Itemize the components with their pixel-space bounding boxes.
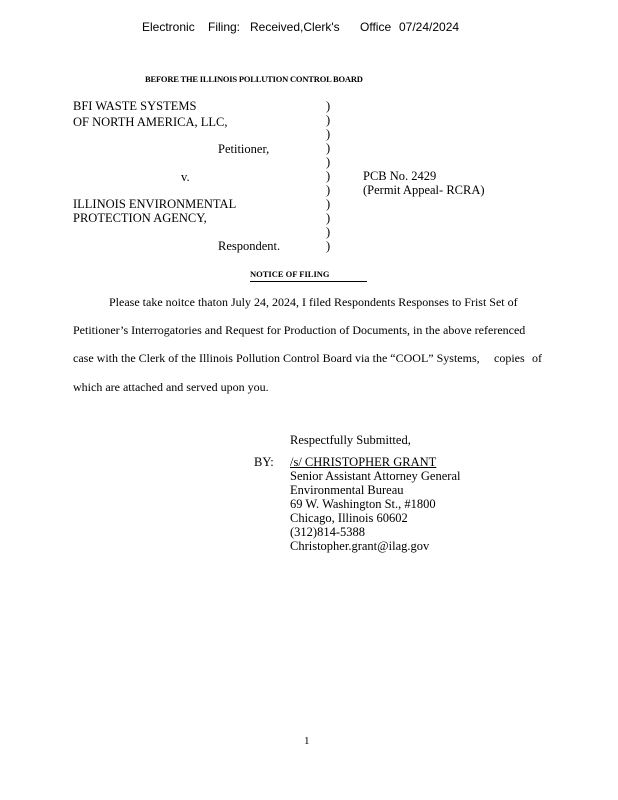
signature-name: /s/ CHRISTOPHER GRANT (290, 455, 437, 469)
notice-title-underline (250, 281, 367, 282)
caption-paren: ) (326, 183, 331, 197)
body-line-3-end: of (532, 351, 542, 365)
caption-paren: ) (326, 113, 331, 127)
body-line-2: Petitioner’s Interrogatories and Request for Production of Documents, in the above referenced (73, 323, 526, 337)
caption-paren: ) (326, 169, 331, 183)
signature-address-line2: Chicago, Illinois 60602 (290, 511, 408, 525)
stamp-office: Office (360, 20, 392, 34)
petitioner-name-line1: BFI WASTE SYSTEMS (73, 99, 197, 113)
signature-closing: Respectfully Submitted, (290, 433, 411, 447)
caption-paren: ) (326, 211, 331, 225)
stamp-received: Received,Clerk's (250, 20, 340, 34)
petitioner-role: Petitioner, (218, 142, 270, 156)
petitioner-name-line2: OF NORTH AMERICA, LLC, (73, 115, 228, 129)
caption-paren: ) (326, 225, 331, 239)
stamp-electronic: Electronic (142, 20, 195, 34)
respondent-name-line1: ILLINOIS ENVIRONMENTAL (73, 197, 237, 211)
respondent-role: Respondent. (218, 239, 281, 253)
signature-title: Senior Assistant Attorney General (290, 469, 461, 483)
stamp-filing: Filing: (208, 20, 241, 34)
caption-paren: ) (326, 155, 331, 169)
board-title: BEFORE THE ILLINOIS POLLUTION CONTROL BOARD (145, 74, 363, 84)
case-number: PCB No. 2429 (363, 169, 437, 183)
versus-label: v. (181, 170, 190, 184)
case-type: (Permit Appeal- RCRA) (363, 183, 485, 197)
stamp-date: 07/24/2024 (399, 20, 460, 34)
body-line-3: case with the Clerk of the Illinois Pollution Control Board via the “COOL” Systems, (73, 351, 480, 365)
body-line-1: Please take noitce thaton July 24, 2024, I filed Respondents Responses to Frist Set of (109, 295, 518, 309)
caption-paren: ) (326, 127, 331, 141)
caption-paren: ) (326, 99, 331, 113)
signature-bureau: Environmental Bureau (290, 483, 404, 497)
caption-paren: ) (326, 239, 331, 253)
caption-paren: ) (326, 141, 331, 155)
signature-by-label: BY: (254, 455, 274, 469)
signature-address-line1: 69 W. Washington St., #1800 (290, 497, 436, 511)
signature-email: Christopher.grant@ilag.gov (290, 539, 430, 553)
signature-phone: (312)814-5388 (290, 525, 365, 539)
body-line-3-overlap: copies (494, 351, 525, 365)
body-line-4: which are attached and served upon you. (73, 380, 269, 394)
notice-title: NOTICE OF FILING (250, 269, 330, 279)
respondent-name-line2: PROTECTION AGENCY, (73, 211, 207, 225)
page-number: 1 (304, 735, 310, 747)
caption-paren: ) (326, 197, 331, 211)
